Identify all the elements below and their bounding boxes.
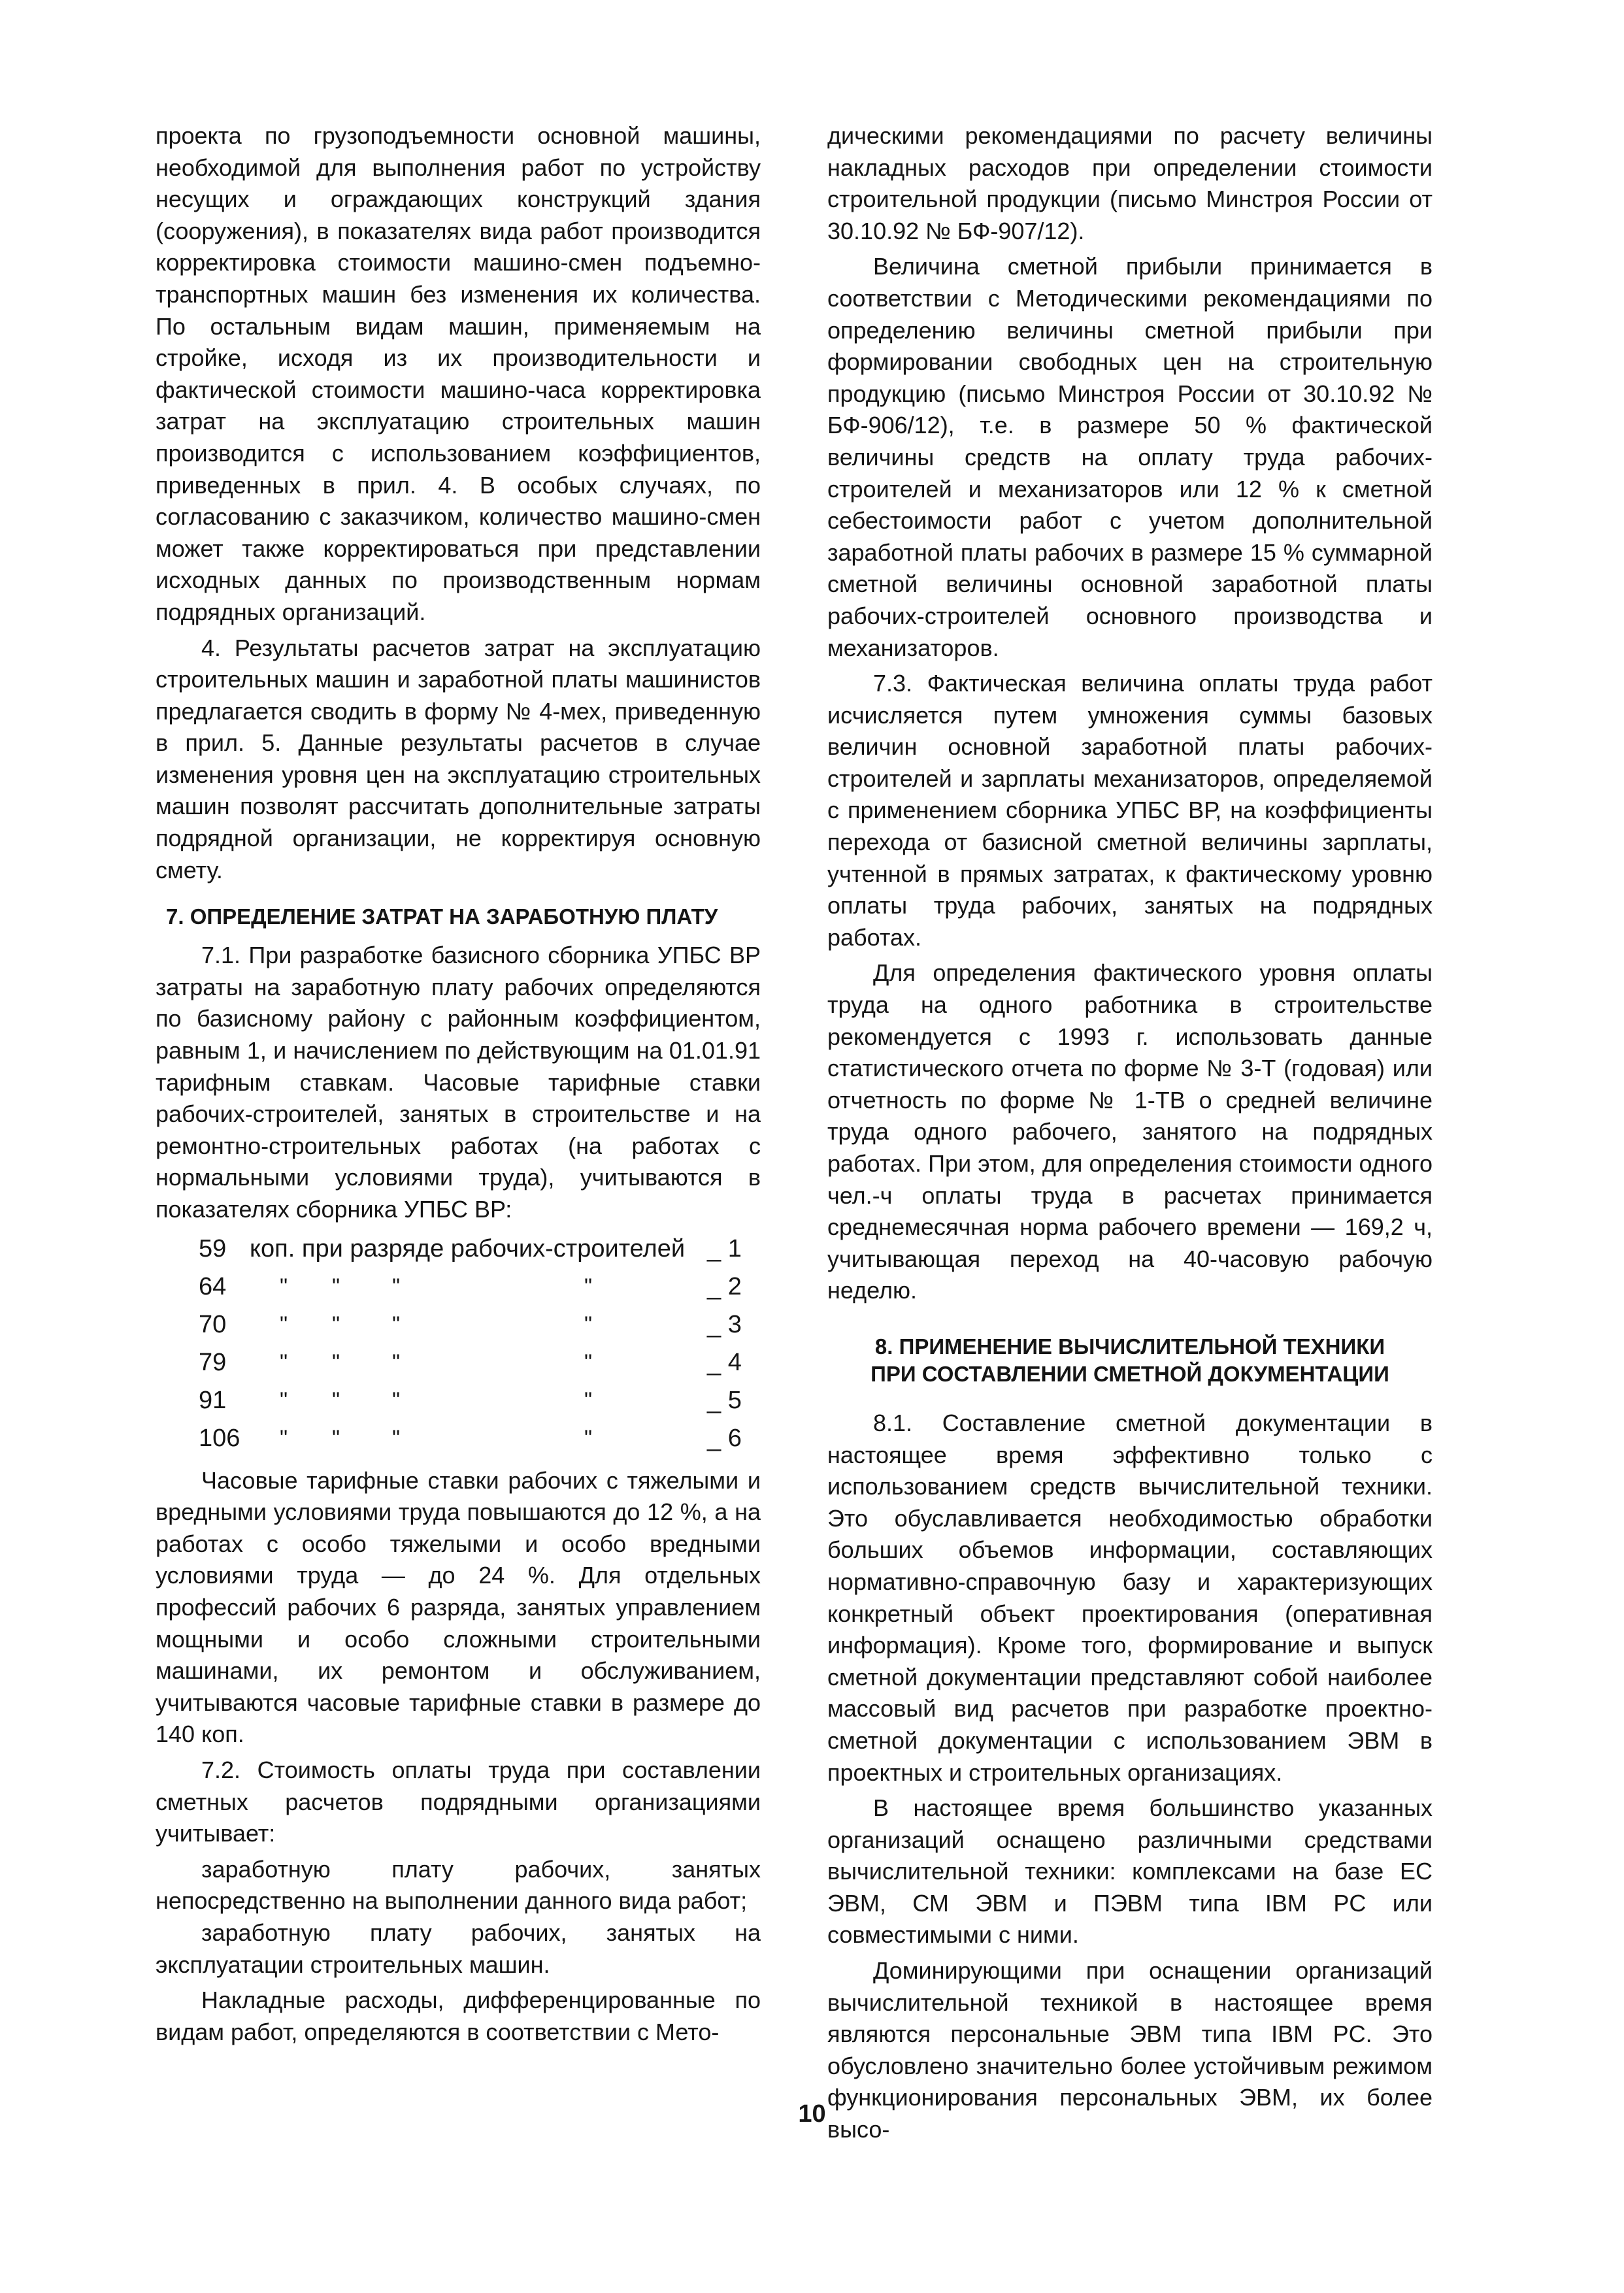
left-list-item-1: заработную плату рабочих, занятых непосредственно на выполнении данного вида работ; [156, 1855, 761, 1915]
right-column [827, 120, 1433, 2146]
ditto-mark: " [280, 1274, 288, 1299]
ditto-mark: " [332, 1274, 340, 1299]
ditto-mark: " [280, 1387, 288, 1413]
rate-grade: _ 3 [707, 1310, 742, 1338]
ditto-mark: " [332, 1387, 340, 1413]
rate-pay: 79 [199, 1348, 227, 1376]
rate-pay: 106 [199, 1424, 240, 1452]
rate-grade: _ 5 [707, 1386, 742, 1414]
section-7-heading: 7. ОПРЕДЕЛЕНИЕ ЗАТРАТ НА ЗАРАБОТНУЮ ПЛАТУ [166, 904, 718, 929]
right-paragraph-3: 7.3. Фактическая величина оплаты труда работ исчисляется путем умножения суммы базовых величин основной заработной платы рабочих-строителей и зарплаты механизаторов, определяемой с применением сборника УПБС ВР, на коэффициенты перехода от базисной сметной величины зарплаты, учтенной в прямых затратах, к фактическому уровню оплаты труда рабочих, занятых на подрядных работах. [827, 670, 1433, 951]
page-number: 10 [798, 2100, 826, 2128]
ditto-mark: " [332, 1349, 340, 1375]
ditto-mark: " [584, 1349, 593, 1375]
ditto-mark: " [392, 1387, 401, 1413]
right-paragraph-7: Доминирующими при оснащении организаций вычислительной техникой в настоящее время являются персональные ЭВМ типа IBM PC. Это обусловлено значительно более устойчивым режимом функционирования персональных ЭВМ, их более высо- [827, 1957, 1433, 2143]
right-paragraph-5: 8.1. Составление сметной документации в настоящее время эффективно только с использованием средств вычислительной техники. Это обуславливается необходимостью обработки больших объемов информации, составляющих нормативно-справочную базу и характеризующих конкретный объект проектирования (оперативная информация). Кроме того, формирование и выпуск сметной документации представляют собой наиболее массовый вид расчетов при разработке проектно-сметной документации с использованием ЭВМ в проектных и строительных организациях. [827, 1409, 1433, 1786]
ditto-mark: " [280, 1311, 288, 1337]
left-paragraph-3: 7.1. При разработке базисного сборника УПБС ВР затраты на заработную плату рабочих определяются по базисному району с районным коэффициентом, равным 1, и начислением по действующим на 01.01.91 тарифным ставкам. Часовые тарифные ставки рабочих-строителей, занятых в строительстве и на ремонтно-строительных работах (на работах с нормальными условиями труда), учитываются в показателях сборника УПБС ВР: [156, 942, 761, 1223]
rate-grade: _ 2 [707, 1272, 742, 1300]
rate-grade: _ 4 [707, 1348, 742, 1376]
ditto-mark: " [332, 1311, 340, 1337]
section-8-heading [827, 1333, 1433, 1388]
ditto-mark: " [392, 1274, 401, 1299]
left-paragraph-4: Часовые тарифные ставки рабочих с тяжелыми и вредными условиями труда повышаются до 12 %, а на работах с особо тяжелыми и особо вредными условиями труда — до 24 %. Для отдельных профессий рабочих 6 разряда, занятых управлением мощными и особо сложными строительными машинами, их ремонтом и обслуживанием, учитываются часовые тарифные ставки в размере до 140 коп. [156, 1466, 761, 1748]
tariff-rate-row [199, 1306, 761, 1344]
tariff-rate-row [199, 1381, 761, 1419]
tariff-rates-list [156, 1230, 761, 1457]
left-paragraph-5: 7.2. Стоимость оплаты труда при составлении сметных расчетов подрядными организациями учитывает: [156, 1756, 761, 1847]
section-8-heading-line-1: 8. ПРИМЕНЕНИЕ ВЫЧИСЛИТЕЛЬНОЙ ТЕХНИКИ [874, 1334, 1385, 1359]
rate-pay: 59 [199, 1234, 227, 1262]
rate-pay: 64 [199, 1272, 227, 1300]
ditto-mark: " [584, 1274, 593, 1299]
left-column [156, 120, 761, 2048]
rate-pay: 91 [199, 1386, 227, 1414]
right-paragraph-2: Величина сметной прибыли принимается в соответствии с Методическими рекомендациями по определению величины сметной прибыли при формировании свободных цен на строительную продукцию (письмо Минстроя России от 30.10.92 № БФ-906/12), т.е. в размере 50 % фактической величины средств на оплату труда рабочих-строителей и механизаторов или 12 % к сметной себестоимости работ с учетом дополнительной заработной платы рабочих в размере 15 % суммарной сметной величины основной заработной платы рабочих-строителей основного производства и механизаторов. [827, 253, 1433, 661]
ditto-mark: " [392, 1349, 401, 1375]
ditto-mark: " [392, 1311, 401, 1337]
right-paragraph-4: Для определения фактического уровня оплаты труда на одного работника в строительстве рекомендуется с 1993 г. использовать данные статистического отчета по форме № 3-Т (годовая) или отчетность по форме № 1-ТВ о средней величине труда одного рабочего, занятого на подрядных работах. При этом, для определения стоимости одного чел.-ч оплаты труда в расчетах принимается среднемесячная норма рабочего времени — 169,2 ч, учитывающая переход на 40-часовую рабочую неделю. [827, 959, 1433, 1304]
section-8-heading-line-2: ПРИ СОСТАВЛЕНИИ СМЕТНОЙ ДОКУМЕНТАЦИИ [870, 1361, 1389, 1386]
tariff-rate-row [199, 1419, 761, 1457]
rate-grade: _ 6 [707, 1424, 742, 1452]
ditto-mark: " [280, 1425, 288, 1451]
ditto-mark: " [584, 1311, 593, 1337]
tariff-rate-row [199, 1268, 761, 1306]
tariff-rate-row [199, 1230, 761, 1268]
left-paragraph-2: 4. Результаты расчетов затрат на эксплуатацию строительных машин и заработной платы машинистов предлагается сводить в форму № 4-мех, приведенную в прил. 5. Данные результаты расчетов в случае изменения уровня цен на эксплуатацию строительных машин позволят рассчитать дополнительные затраты подрядной организации, не корректируя основную смету. [156, 634, 761, 883]
rate-caption: коп. при разряде рабочих-строителей [250, 1234, 686, 1262]
rate-grade: _ 1 [707, 1234, 742, 1262]
left-paragraph-1: проекта по грузоподъемности основной машины, необходимой для выполнения работ по устройству несущих и ограждающих конструкций здания (сооружения), в показателях вида работ производится корректировка стоимости машино-смен подъемно-транспортных машин без изменения их количества. По остальным видам машин, применяемым на стройке, исходя из их производительности и фактической стоимости машино-часа корректировка затрат на эксплуатацию строительных машин производится с использованием коэффициентов, приведенных в прил. 4. В особых случаях, по согласованию с заказчиком, количество машино-смен может также корректироваться при представлении исходных данных по производственным нормам подрядных организаций. [156, 122, 761, 625]
left-list-item-2: заработную плату рабочих, занятых на эксплуатации строительных машин. [156, 1919, 761, 1978]
rate-pay: 70 [199, 1310, 227, 1338]
right-paragraph-1: дическими рекомендациями по расчету величины накладных расходов при определении стоимости строительной продукции (письмо Минстроя России от 30.10.92 № БФ-907/12). [827, 122, 1433, 244]
ditto-mark: " [280, 1349, 288, 1375]
right-paragraph-6: В настоящее время большинство указанных организаций оснащено различными средствами вычислительной техники: комплексами на базе ЕС ЭВМ, СМ ЭВМ и ПЭВМ типа IBM PC или совместимыми с ними. [827, 1794, 1433, 1949]
tariff-rate-row [199, 1344, 761, 1381]
ditto-mark: " [332, 1425, 340, 1451]
ditto-mark: " [392, 1425, 401, 1451]
ditto-mark: " [584, 1425, 593, 1451]
left-paragraph-6: Накладные расходы, дифференцированные по видам работ, определяются в соответствии с Мето- [156, 1987, 761, 2045]
ditto-mark: " [584, 1387, 593, 1413]
